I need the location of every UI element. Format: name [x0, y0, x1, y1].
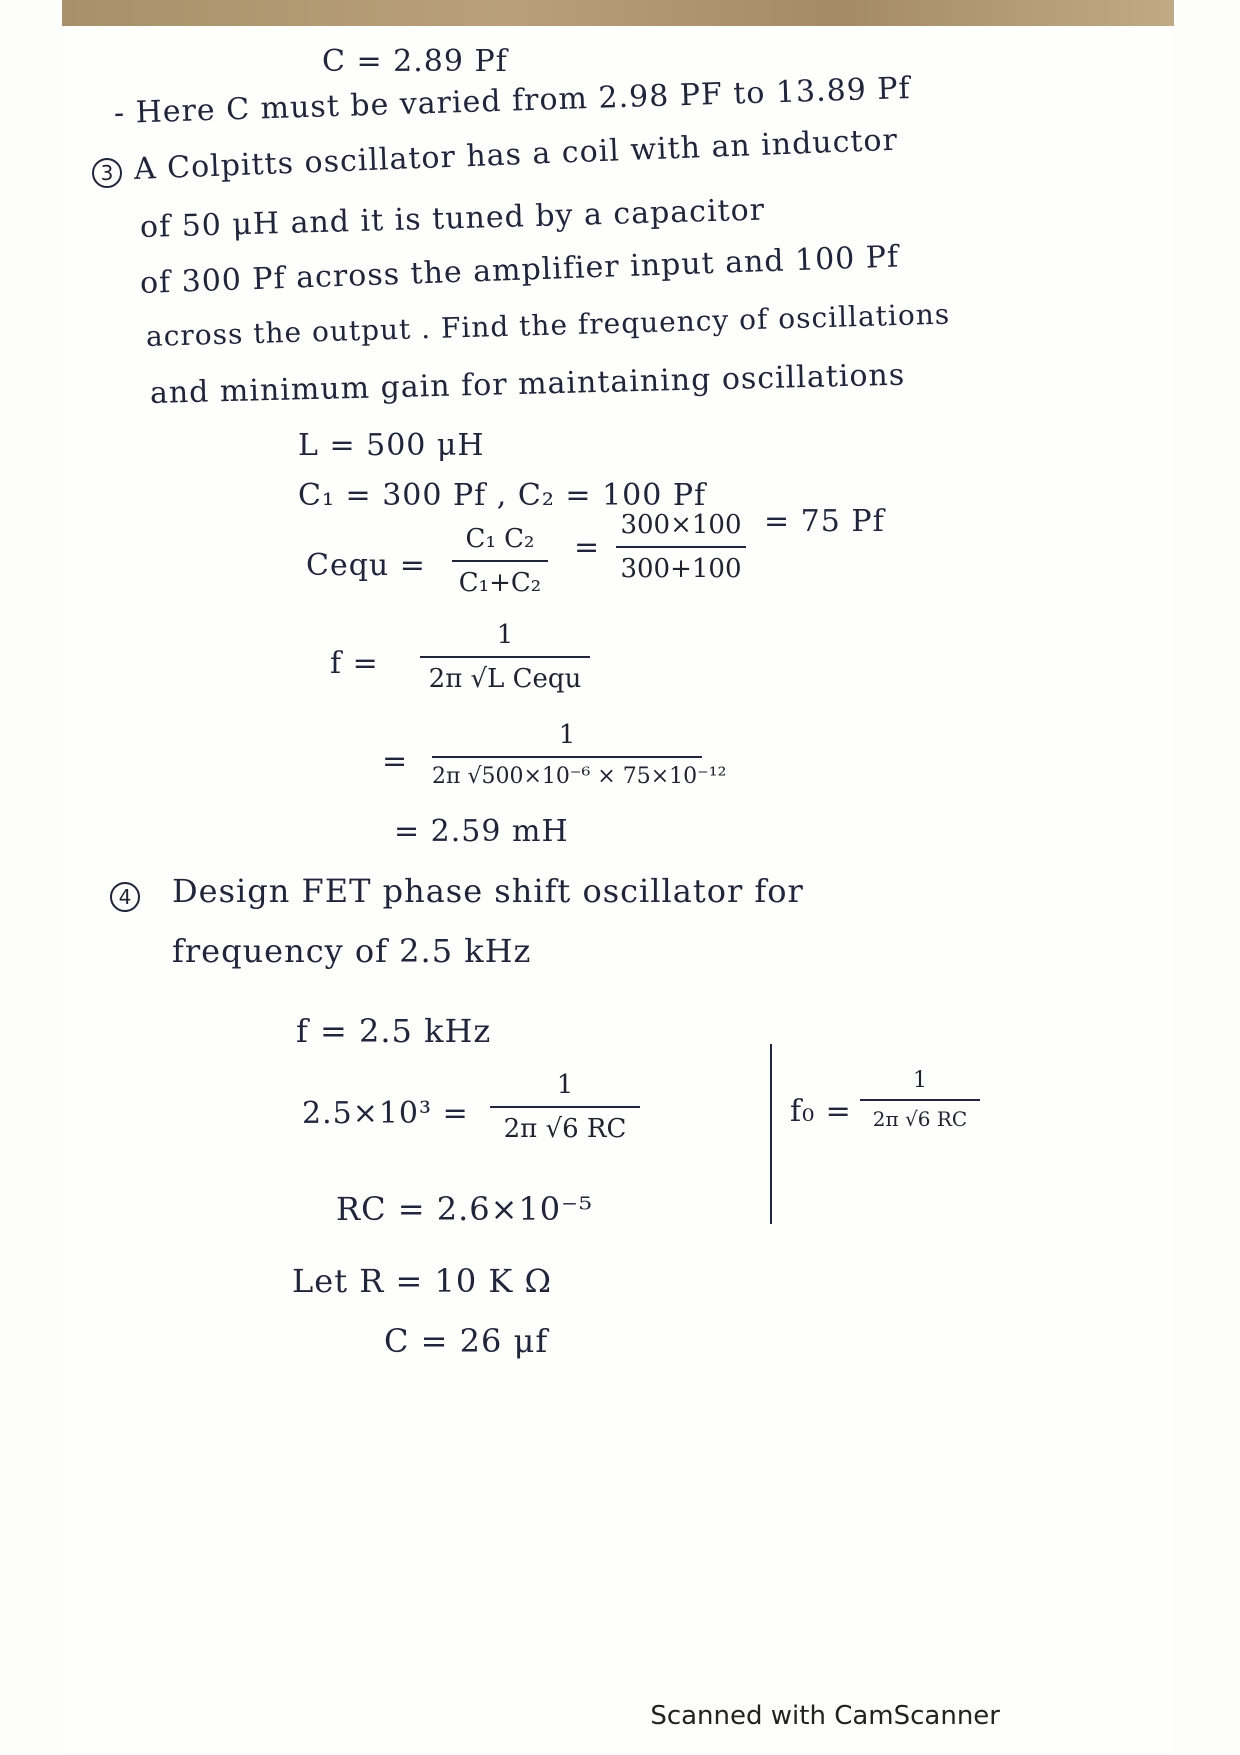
cequ-value-fraction — [616, 510, 746, 584]
resistor-choice: Let R = 10 K Ω — [292, 1262, 552, 1300]
frequency-label: f = — [330, 646, 379, 681]
fraction-bar — [432, 756, 702, 758]
frequency-fraction — [420, 620, 590, 694]
design-equation-label: 2.5×10³ = — [302, 1096, 469, 1131]
fraction-bar — [860, 1099, 980, 1101]
problem-4-number: 4 — [110, 882, 140, 912]
cequ-numerator: C₁ C₂ — [465, 524, 535, 554]
cequ-value-numerator: 300×100 — [620, 510, 742, 540]
design-equation-denominator: 2π √6 RC — [503, 1114, 627, 1144]
rc-product: RC = 2.6×10⁻⁵ — [336, 1190, 593, 1228]
side-formula-numerator: 1 — [913, 1068, 927, 1093]
problem-3-line-4: across the output . Find the frequency of oscillations — [145, 297, 951, 353]
frequency-sub-equals: = — [382, 744, 409, 779]
cequ-fraction — [452, 524, 548, 598]
problem-3-line-5: and minimum gain for maintaining oscillations — [149, 357, 906, 411]
fraction-bar — [452, 560, 548, 562]
problem-3-line-1: A Colpitts oscillator has a coil with an inductor — [133, 122, 899, 187]
given-frequency: f = 2.5 kHz — [296, 1012, 492, 1050]
frequency-sub-denominator: 2π √500×10⁻⁶ × 75×10⁻¹² — [432, 764, 727, 789]
frequency-denominator: 2π √L Cequ — [428, 664, 582, 694]
problem-4-line-2: frequency of 2.5 kHz — [172, 932, 532, 970]
design-equation-numerator: 1 — [556, 1070, 574, 1100]
cequ-equals: = — [574, 530, 601, 565]
cequ-value-denominator: 300+100 — [620, 554, 742, 584]
frequency-result: = 2.59 mH — [394, 814, 569, 849]
scan-top-edge — [62, 0, 1174, 26]
cequ-label: Cequ = — [306, 548, 426, 583]
fraction-bar — [490, 1106, 640, 1108]
given-inductance: L = 500 μH — [298, 428, 485, 463]
given-capacitances: C₁ = 300 Pf , C₂ = 100 Pf — [298, 478, 707, 513]
side-formula-denominator: 2π √6 RC — [872, 1107, 968, 1131]
fraction-bar — [616, 546, 746, 548]
cequ-denominator: C₁+C₂ — [458, 568, 542, 598]
problem-3-line-2: of 50 μH and it is tuned by a capacitor — [139, 192, 766, 245]
camscanner-watermark: Scanned with CamScanner — [650, 1701, 1000, 1731]
side-divider — [770, 1044, 772, 1224]
frequency-numerator: 1 — [496, 620, 514, 650]
side-formula-fraction — [860, 1068, 980, 1131]
fraction-bar — [420, 656, 590, 658]
frequency-sub-fraction — [432, 720, 727, 789]
note-line: - Here C must be varied from 2.98 PF to 13.89 Pf — [113, 70, 912, 131]
side-formula-label: f₀ = — [790, 1094, 852, 1129]
frequency-sub-numerator: 1 — [558, 720, 576, 750]
capacitor-result: C = 26 μf — [384, 1322, 549, 1360]
problem-3-number: 3 — [92, 158, 122, 188]
problem-3-line-3: of 300 Pf across the amplifier input and 100 Pf — [139, 239, 900, 301]
problem-4-line-1: Design FET phase shift oscillator for — [172, 872, 804, 910]
header-equation: C = 2.89 Pf — [322, 44, 508, 79]
design-equation-fraction — [490, 1070, 640, 1144]
cequ-result: = 75 Pf — [764, 504, 885, 539]
